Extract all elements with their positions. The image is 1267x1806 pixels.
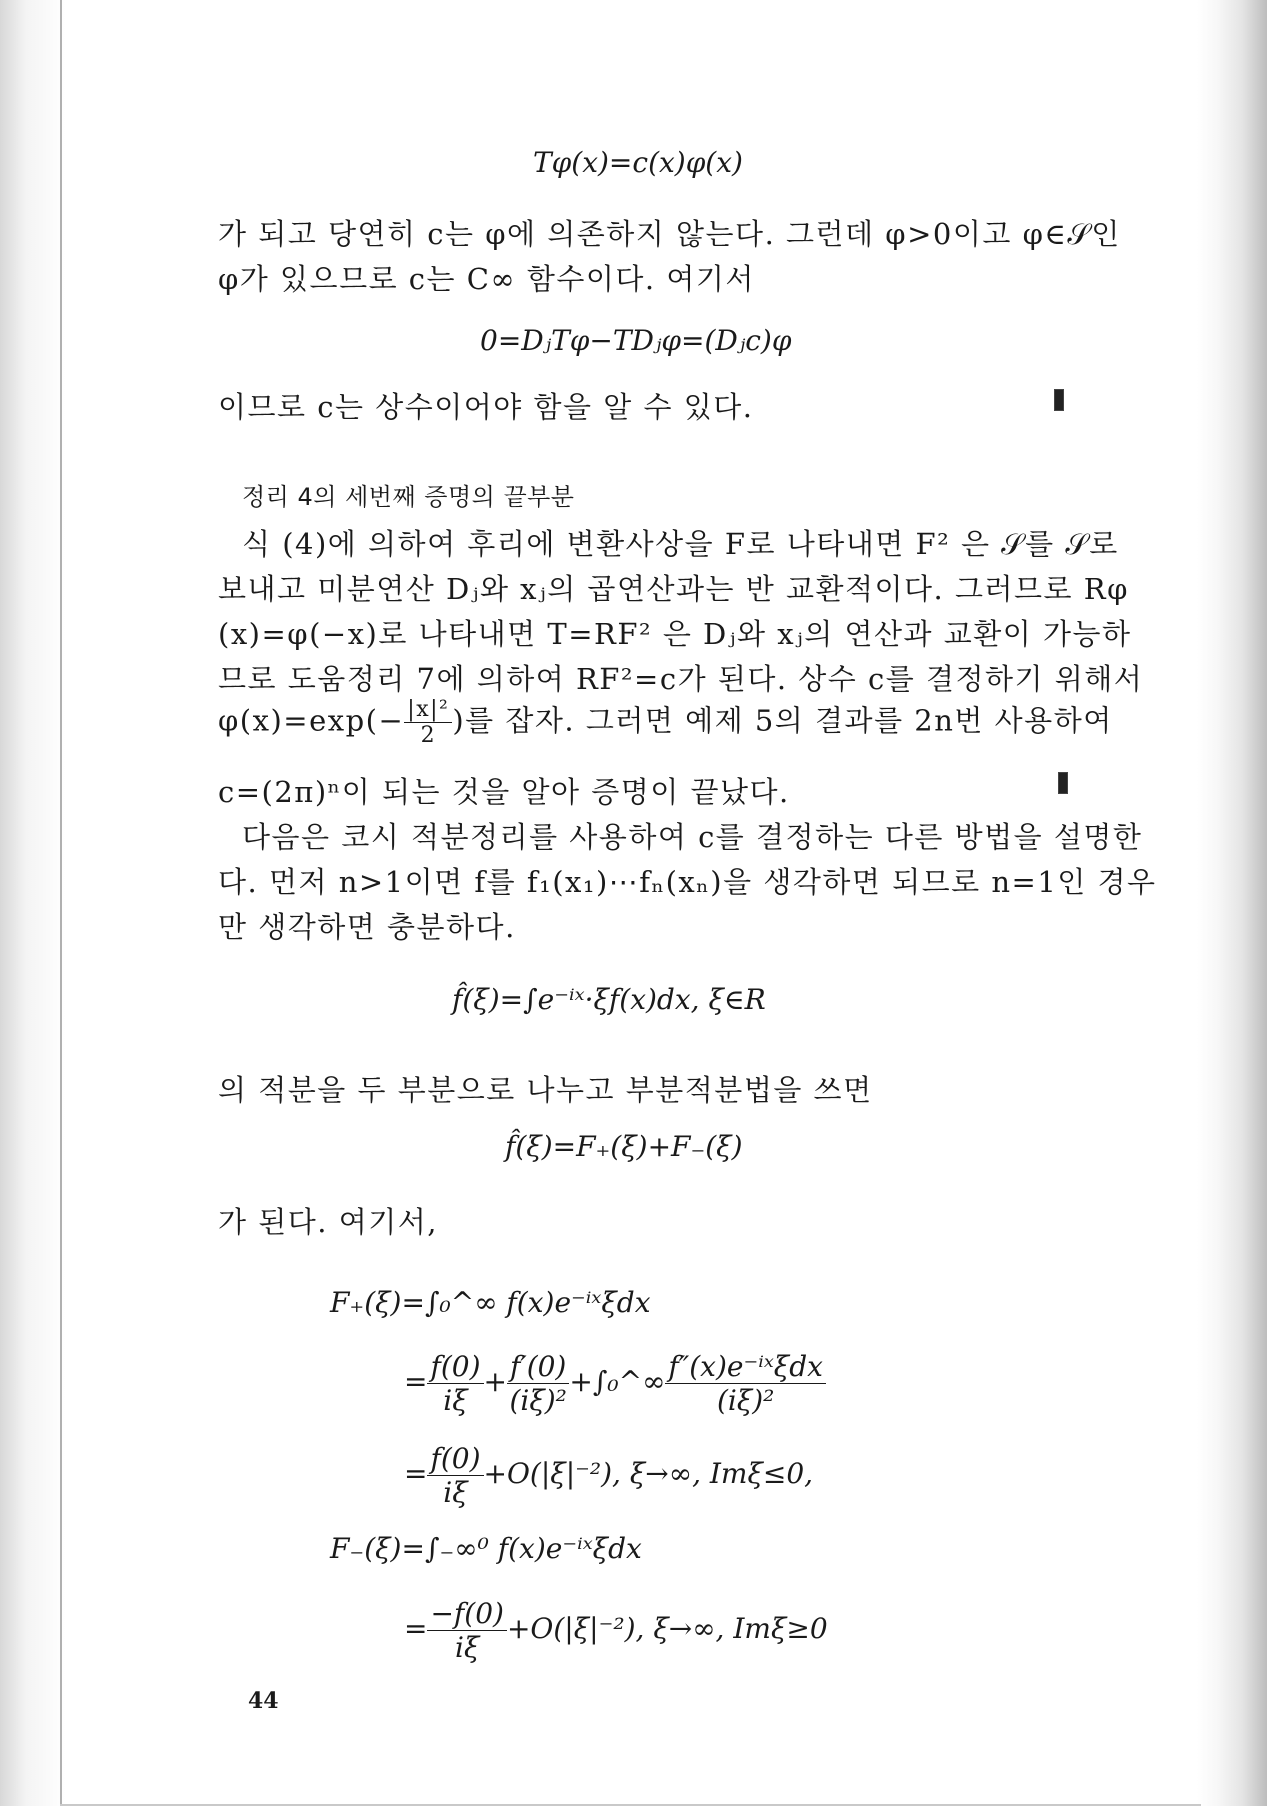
paragraph-3-line-3: (x)=φ(−x)로 나타내면 T=RF² 은 Dⱼ와 xⱼ의 연산과 교환이 가능하 bbox=[218, 617, 1132, 651]
fraction-numerator: |x|² bbox=[404, 697, 452, 723]
paragraph-4-line-3: 만 생각하면 충분하다. bbox=[218, 910, 516, 944]
fraction-denominator: iξ bbox=[443, 1384, 468, 1417]
asymptotic-term: +O(|ξ|⁻²), ξ→∞, Imξ≤0, bbox=[483, 1457, 814, 1490]
section-heading: 정리 4의 세번째 증명의 끝부분 bbox=[242, 483, 575, 511]
equation-6-line-1: F₋(ξ)=∫₋∞⁰ f(x)e⁻ⁱˣξdx bbox=[330, 1532, 642, 1565]
equation-5-line-2 bbox=[404, 1350, 826, 1417]
paragraph-2-line-1: 이므로 c는 상수이어야 함을 알 수 있다. bbox=[218, 390, 754, 424]
fraction-denominator: (iξ)² bbox=[716, 1384, 775, 1417]
paragraph-3-line-5 bbox=[218, 697, 1113, 748]
paragraph-6-line-1: 가 된다. 여기서, bbox=[218, 1205, 438, 1239]
end-of-proof-marker bbox=[1054, 389, 1064, 411]
line-5-post: )를 잡자. 그러면 예제 5의 결과를 2n번 사용하여 bbox=[452, 703, 1113, 738]
fraction-numerator: f(0) bbox=[427, 1350, 483, 1384]
paragraph-1-line-1: 가 되고 당연히 c는 φ에 의존하지 않는다. 그런데 φ>0이고 φ∈𝒮인 bbox=[218, 217, 1121, 251]
fraction-f0-over-ixi bbox=[427, 1442, 483, 1509]
equals-sign: = bbox=[404, 1612, 428, 1645]
fraction-numerator: f″(x)e⁻ⁱˣξdx bbox=[665, 1350, 826, 1384]
fraction-denominator: iξ bbox=[443, 1476, 468, 1509]
asymptotic-term: +O(|ξ|⁻²), ξ→∞, Imξ≥0 bbox=[506, 1612, 828, 1645]
fraction-f0-over-ixi bbox=[427, 1350, 483, 1417]
paragraph-4-line-1: 다음은 코시 적분정리를 사용하여 c를 결정하는 다른 방법을 설명한 bbox=[242, 820, 1143, 854]
page-edge bbox=[60, 0, 62, 1806]
paragraph-1-line-2: φ가 있으므로 c는 C∞ 함수이다. 여기서 bbox=[218, 262, 755, 296]
fraction-integrand bbox=[665, 1350, 826, 1417]
fraction-x-squared-over-2 bbox=[404, 697, 452, 748]
paragraph-3-line-2: 보내고 미분연산 Dⱼ와 xⱼ의 곱연산과는 반 교환적이다. 그러므로 Rφ bbox=[218, 572, 1129, 606]
paragraph-3-line-1: 식 (4)에 의하여 후리에 변환사상을 F로 나타내면 F² 은 𝒮를 𝒮로 bbox=[242, 527, 1119, 561]
fraction-fprime0-over-ixi-squared bbox=[507, 1350, 569, 1417]
paragraph-5-line-1: 의 적분을 두 부분으로 나누고 부분적분법을 쓰면 bbox=[218, 1073, 873, 1107]
equals-sign: = bbox=[404, 1457, 428, 1490]
plus-sign: + bbox=[483, 1365, 507, 1398]
equation-1: Tφ(x)=c(x)φ(x) bbox=[533, 146, 743, 179]
paragraph-3-line-6: c=(2π)ⁿ이 되는 것을 알아 증명이 끝났다. bbox=[218, 775, 790, 809]
paragraph-4-line-2: 다. 먼저 n>1이면 f를 f₁(x₁)⋯fₙ(xₙ)을 생각하면 되므로 n=1인 경우 bbox=[218, 865, 1157, 899]
fraction-numerator: f(0) bbox=[427, 1442, 483, 1476]
end-of-proof-marker-2 bbox=[1058, 772, 1068, 794]
fraction-numerator: −f(0) bbox=[427, 1597, 507, 1631]
equation-4: f̂(ξ)=F₊(ξ)+F₋(ξ) bbox=[505, 1130, 743, 1163]
equation-5-line-3 bbox=[404, 1442, 813, 1509]
equation-2: 0=DⱼTφ−TDⱼφ=(Dⱼc)φ bbox=[480, 324, 792, 357]
page-number: 44 bbox=[248, 1688, 279, 1714]
fraction-denominator: 2 bbox=[420, 723, 437, 748]
equation-3: f̂(ξ)=∫e⁻ⁱˣ·ξf(x)dx, ξ∈R bbox=[452, 983, 766, 1016]
page-shadow-left bbox=[0, 0, 66, 1806]
page-shadow-right bbox=[1197, 0, 1267, 1806]
equation-5-line-1: F₊(ξ)=∫₀^∞ f(x)e⁻ⁱˣξdx bbox=[330, 1286, 651, 1319]
paragraph-3-line-4: 므로 도움정리 7에 의하여 RF²=c가 된다. 상수 c를 결정하기 위해서 bbox=[218, 662, 1144, 696]
equals-sign: = bbox=[404, 1365, 428, 1398]
fraction-denominator: iξ bbox=[455, 1631, 480, 1664]
line-5-pre: φ(x)=exp(− bbox=[218, 703, 405, 738]
equation-6-line-2 bbox=[404, 1597, 828, 1664]
plus-integral: +∫₀^∞ bbox=[569, 1365, 666, 1398]
fraction-numerator: f′(0) bbox=[507, 1350, 569, 1384]
fraction-neg-f0-over-ixi bbox=[427, 1597, 507, 1664]
fraction-denominator: (iξ)² bbox=[509, 1384, 567, 1417]
